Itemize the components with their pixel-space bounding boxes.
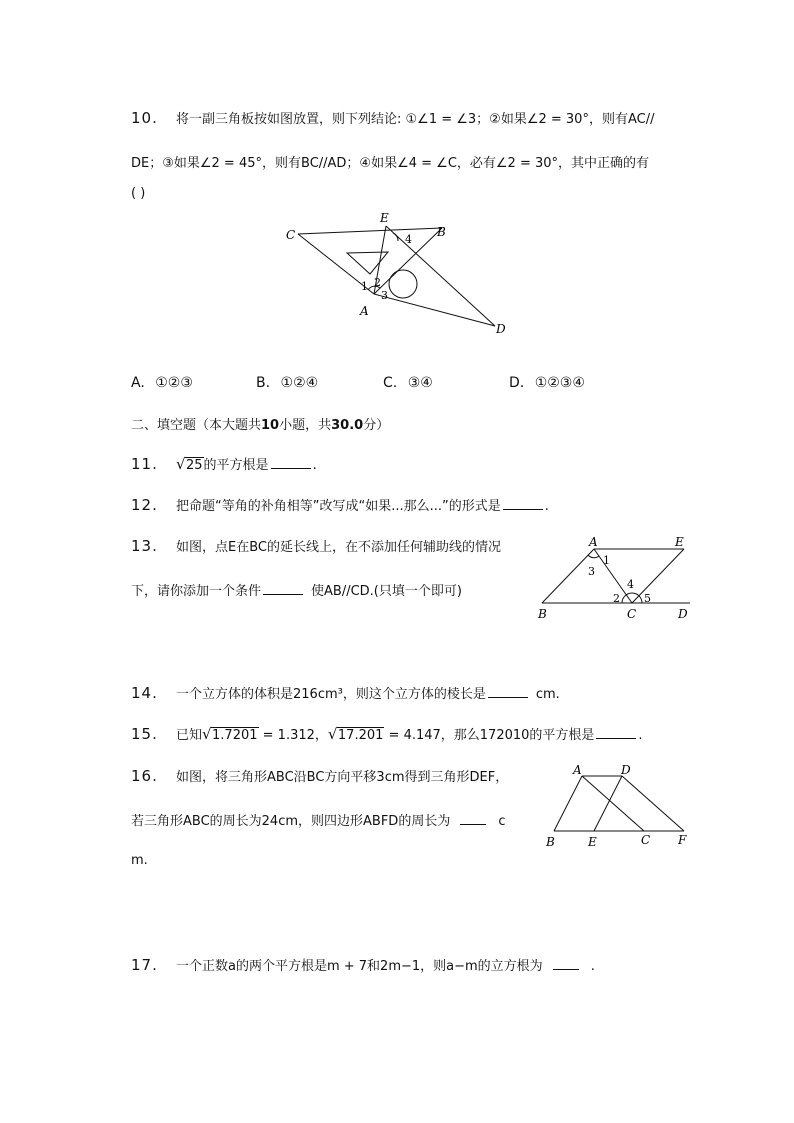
q11-end: . [312, 458, 317, 473]
q13-number: 13. [131, 537, 158, 555]
q17-text: 一个正数a的两个平方根是m + 7和2m−1，则a−m的立方根为 [176, 959, 543, 974]
q11 [131, 454, 317, 473]
option-text: ③④ [407, 375, 433, 391]
q12 [131, 495, 549, 514]
q15-number: 15. [131, 725, 158, 743]
q10-label-e: E [380, 211, 389, 225]
q15-radicand-2: 17.201 [337, 728, 384, 743]
q16-text-1: 如图，将三角形ABC沿BC方向平移3cm得到三角形DEF， [176, 770, 509, 785]
option-letter: A. [131, 375, 145, 391]
q16-label-b: B [546, 835, 555, 849]
q10-option-a[interactable] [131, 375, 193, 391]
q14-text-2: cm. [535, 687, 560, 702]
q17-number: 17. [131, 956, 158, 974]
q12-number: 12. [131, 496, 158, 514]
q13-label-c: C [627, 607, 637, 621]
q10-option-b[interactable] [256, 375, 318, 391]
q16-line2 [131, 810, 505, 829]
q13-label-d: D [678, 607, 688, 621]
q16-text-3: m. [131, 853, 148, 868]
answer-blank[interactable] [488, 696, 528, 698]
q10-text-2: DE；③如果∠2 = 45°，则有BC//AD；④如果∠4 = ∠C，必有∠2 = 30°，其中正确的有 [131, 156, 650, 171]
option-text: ①②④ [280, 375, 319, 391]
section-heading [131, 414, 389, 433]
q13-label-3: 3 [588, 565, 595, 578]
q13-label-2: 2 [613, 592, 620, 605]
q16-number: 16. [131, 767, 158, 785]
q10-label-c: C [286, 228, 296, 242]
q10-label-3: 3 [381, 289, 388, 302]
q16-text-2a: 若三角形ABC的周长为24cm，则四边形ABFD的周长为 [131, 814, 451, 829]
q16-label-a: A [573, 763, 582, 777]
answer-blank[interactable] [503, 508, 543, 510]
q15 [131, 724, 643, 743]
q13-text-2a: 下，请你添加一个条件 [131, 584, 262, 599]
q16-line1 [131, 766, 508, 785]
answer-blank[interactable] [553, 968, 579, 970]
section-score: 30.0 [331, 418, 364, 433]
q11-number: 11. [131, 455, 158, 473]
q10-number: 10. [131, 109, 158, 127]
q13-line2 [131, 580, 462, 599]
q17 [131, 955, 595, 974]
q13-text-1: 如图，点E在BC的延长线上，在不添加任何辅助线的情况 [176, 540, 501, 555]
q13-label-5: 5 [644, 592, 651, 605]
q16-label-e: E [588, 835, 597, 849]
q10-line1 [131, 108, 654, 127]
q16-label-d: D [621, 763, 631, 777]
q13-figure [532, 532, 697, 624]
q13-label-4: 4 [627, 578, 634, 591]
option-letter: D. [509, 375, 525, 391]
section-prefix: 二、填空题（本大题共 [131, 418, 262, 433]
answer-blank[interactable] [271, 467, 311, 469]
q15-value-1: = 1.312， [262, 728, 328, 743]
option-text: ①②③ [155, 375, 193, 391]
q10-option-d[interactable] [509, 375, 585, 391]
q10-figure [280, 208, 520, 340]
q11-radicand: 25 [186, 458, 203, 473]
sqrt-symbol: √ 17.201 [327, 725, 384, 743]
option-letter: B. [256, 375, 271, 391]
sqrt-symbol: √ 25 [176, 455, 203, 473]
q15-radicand-1: 1.7201 [212, 728, 258, 743]
q15-value-2: = 4.147，那么172010的平方根是 [388, 728, 595, 743]
q13-label-a: A [589, 535, 598, 549]
q16-label-f: F [678, 833, 687, 847]
q10-label-4: 4 [405, 233, 412, 246]
q10-text-1: 将一副三角板按如图放置，则下列结论: ①∠1 = ∠3；②如果∠2 = 30°，则有AC// [176, 112, 655, 127]
q13-label-1: 1 [603, 554, 610, 567]
q10-label-d: D [496, 322, 506, 336]
sqrt-symbol: √ 1.7201 [202, 725, 258, 743]
answer-blank[interactable] [596, 737, 636, 739]
q12-end: . [544, 499, 549, 514]
q17-end: . [590, 959, 595, 974]
answer-blank[interactable] [263, 593, 303, 595]
q16-figure [540, 762, 695, 852]
section-middle: 小题，共 [279, 418, 332, 433]
q10-label-2: 2 [374, 276, 381, 289]
q10-option-c[interactable] [383, 375, 433, 391]
q16-text-2b: c [498, 814, 506, 829]
option-letter: C. [383, 375, 398, 391]
q10-label-1: 1 [361, 280, 368, 293]
q12-text: 把命题“等角的补角相等”改写成“如果...那么...”的形式是 [176, 499, 501, 514]
section-count: 10 [261, 418, 280, 433]
answer-blank[interactable] [460, 823, 486, 825]
q13-line1 [131, 536, 501, 555]
q14-number: 14. [131, 684, 158, 702]
q15-pre: 已知 [176, 728, 203, 743]
q13-label-b: B [538, 607, 547, 621]
q10-label-b: B [437, 225, 446, 239]
q13-text-2b: 使AB//CD.(只填一个即可) [311, 584, 462, 599]
q10-label-a: A [360, 304, 369, 318]
q11-text: 的平方根是 [203, 458, 269, 473]
option-text: ①②③④ [534, 375, 585, 391]
q15-end: . [638, 728, 643, 743]
q14 [131, 683, 560, 702]
q13-label-e: E [675, 535, 684, 549]
q16-label-c: C [641, 833, 651, 847]
q14-text-1: 一个立方体的体积是216cm³，则这个立方体的棱长是 [176, 687, 486, 702]
q10-text-3: ( ) [131, 186, 146, 201]
section-suffix: 分） [363, 418, 390, 433]
